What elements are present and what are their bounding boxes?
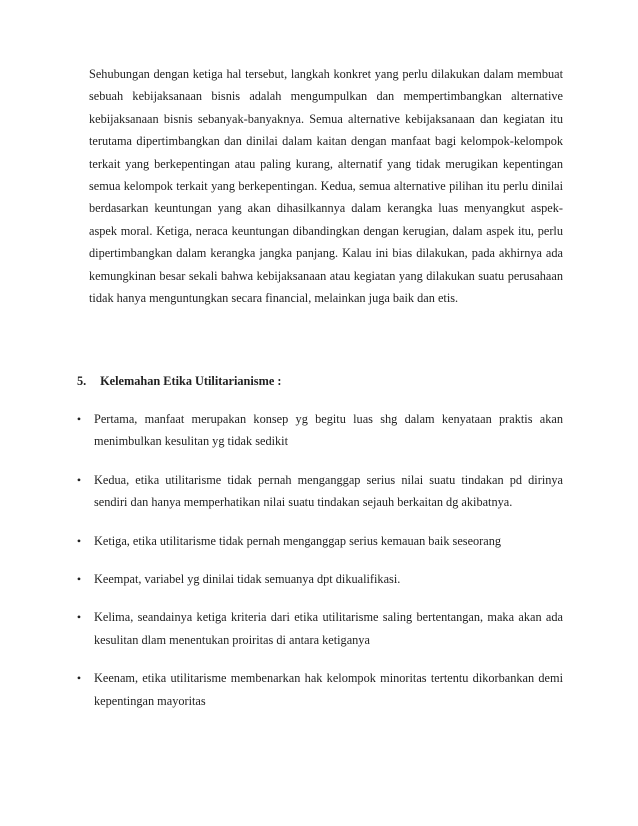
list-item-text: Pertama, manfaat merupakan konsep yg begitu luas shg dalam kenyataan praktis akan menimbulkan kesulitan yg tidak sedikit (94, 412, 563, 449)
bullet-icon: • (76, 412, 82, 426)
list-item-text: Kedua, etika utilitarisme tidak pernah menganggap serius nilai suatu tindakan pd dirinya sendiri dan hanya memperhatikan nilai suatu tindakan sejauh berkaitan dg akibatnya. (94, 472, 563, 510)
bullet-icon: • (76, 572, 82, 587)
list-item (76, 667, 563, 712)
bullet-icon: • (76, 671, 82, 686)
list-item (76, 568, 563, 590)
bullet-icon: • (76, 472, 82, 487)
bullet-icon: • (76, 610, 82, 625)
list-item-text: Ketiga, etika utilitarisme tidak pernah menganggap serius kemauan baik seseorang (94, 533, 502, 548)
body-paragraph: Sehubungan dengan ketiga hal tersebut, langkah konkret yang perlu dilakukan dalam membuat sebuah kebijaksanaan bisnis adalah mengumpulkan dan mempertimbangkan alternative kebijaksanaan bisnis sebanyak-banyaknya. Semua alternative kebijaksanaan dan kegiatan itu terutama dipertimbangkan dan dinilai dalam kaitan dengan manfaat bagi kelompok-kelompok terkait yang berkepentingan atau paling kurang, alternatif yang tidak merugikan kepentingan semua kelompok terkait yang berkepentingan. Kedua, semua alternative pilihan itu perlu dinilai berdasarkan keuntungan yang akan dihasilkannya dalam kerangka luas menyangkut aspek-aspek moral. Ketiga, neraca keuntungan dibandingkan dengan kerugian, dalam aspek itu, perlu dipertimbangkan dalam kerangka jangka panjang. Kalau ini bias dilakukan, pada akhirnya ada kemungkinan besar sekali bahwa kebijaksanaan atau kegiatan yang dilakukan suatu perusahaan tidak hanya menguntungkan secara financial, melainkan juga baik dan etis. (89, 67, 563, 306)
list-item (76, 530, 563, 552)
section-title: Kelemahan Etika Utilitarianisme : (100, 374, 282, 388)
list-item-text: Kelima, seandainya ketiga kriteria dari etika utilitarisme saling bertentangan, maka akan ada kesulitan dlam menentukan proiritas di antara ketiganya (94, 610, 563, 647)
bullet-icon: • (76, 533, 82, 548)
list-item (76, 606, 563, 651)
list-item-text: Keenam, etika utilitarisme membenarkan hak kelompok minoritas tertentu dikorbankan demi kepentingan mayoritas (94, 671, 563, 708)
weakness-list (76, 408, 563, 728)
section-heading (77, 374, 281, 389)
list-item-text: Keempat, variabel yg dinilai tidak semuanya dpt dikualifikasi. (94, 572, 401, 587)
list-item (76, 408, 563, 453)
section-number: 5. (77, 374, 87, 388)
list-item (76, 469, 563, 514)
